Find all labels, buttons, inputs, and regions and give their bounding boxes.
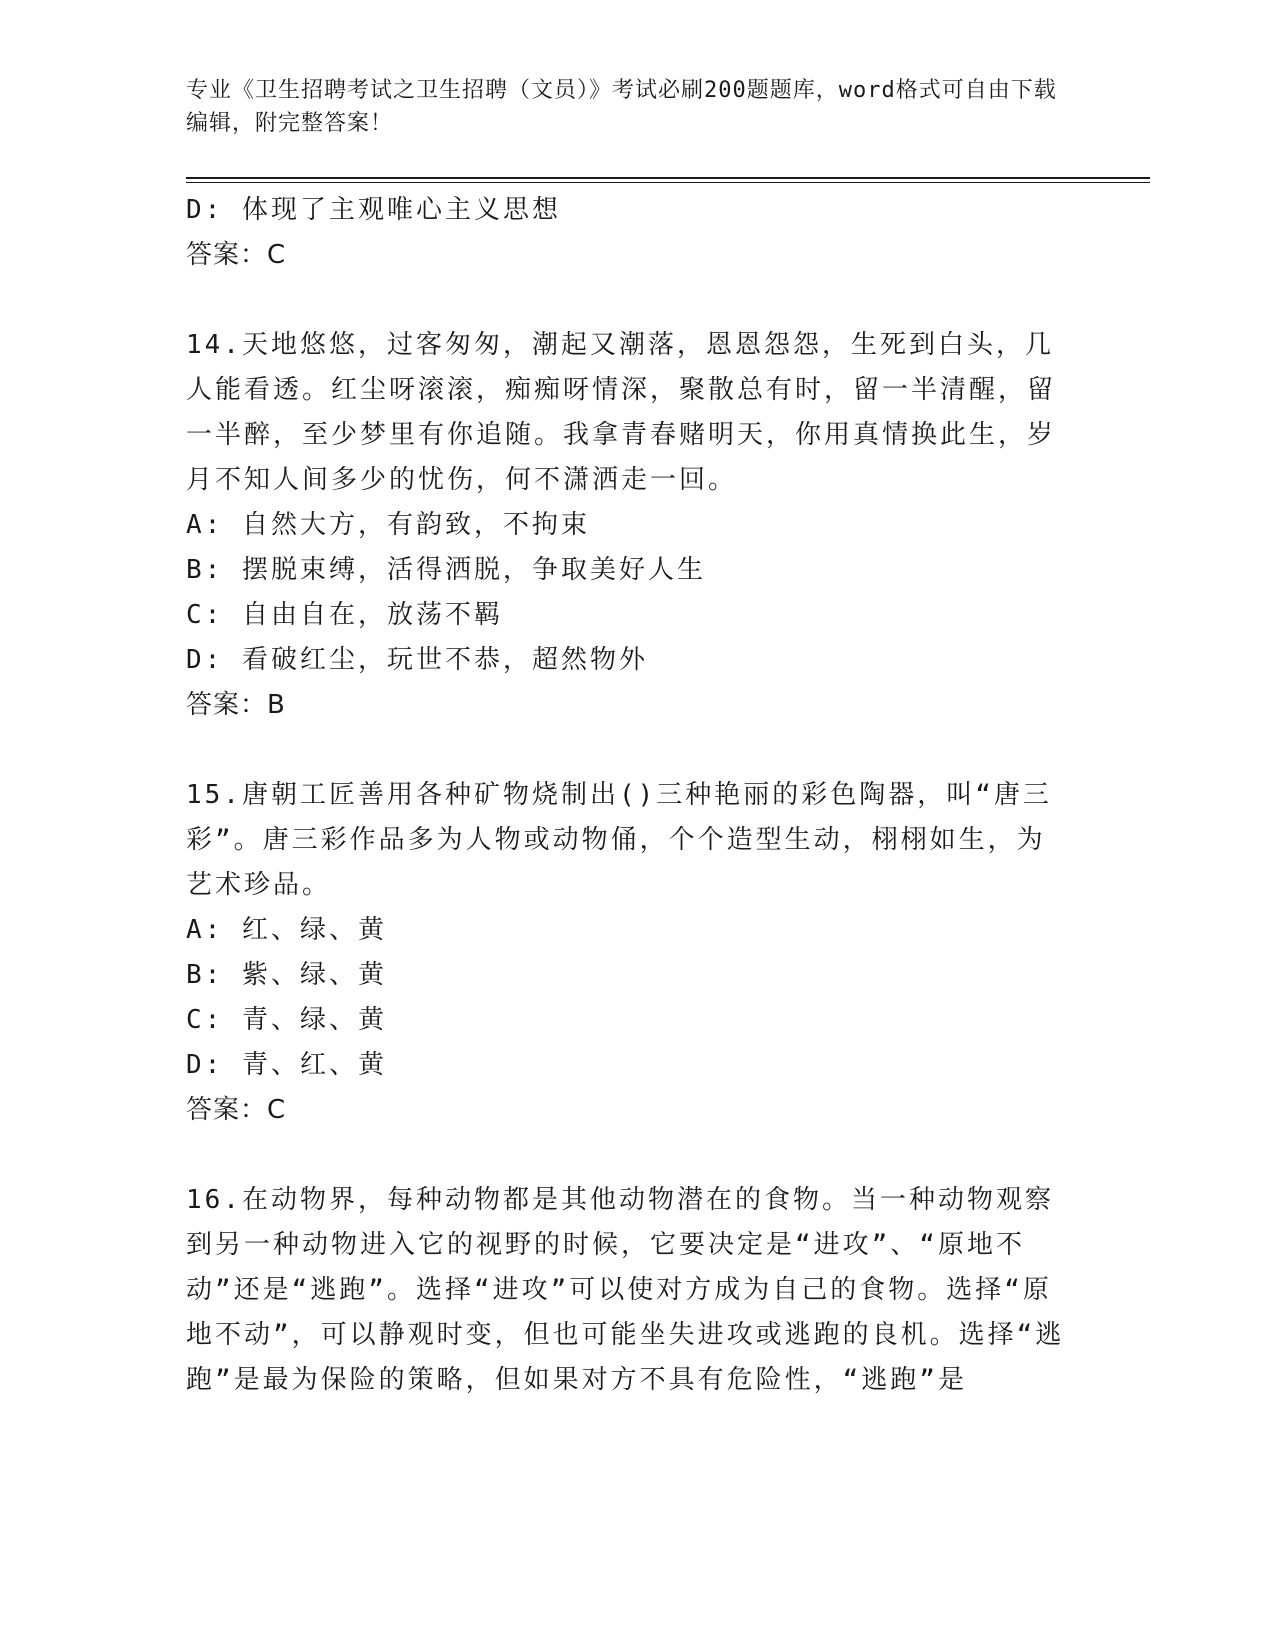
answer-line: 答案：B: [186, 690, 286, 720]
question-14-text: 14.天地悠悠，过客匆匆，潮起又潮落，恩恩怨怨，生死到白头，几人能看透。红尘呀滚滚，痴痴呀情深，聚散总有时，留一半清醒，留一半醉，至少梦里有你追随。我拿青春赌明天，你用真情换此生，岁月不知人间多少的忧伤，何不潇洒走一回。: [186, 330, 1057, 495]
option-c: C: 自由自在，放荡不羁: [186, 600, 503, 630]
spacer: [186, 1133, 1086, 1178]
option-a: A: 红、绿、黄: [186, 915, 387, 945]
header-divider-thick: [186, 177, 1150, 179]
answer-line: 答案：C: [186, 1095, 287, 1125]
header-divider-thin: [186, 182, 1150, 183]
option-d: D: 体现了主观唯心主义思想: [186, 195, 561, 225]
option-d: D: 青、红、黄: [186, 1050, 387, 1080]
option-b: B: 紫、绿、黄: [186, 960, 387, 990]
option-b: B: 摆脱束缚，活得洒脱，争取美好人生: [186, 555, 706, 585]
spacer: [186, 278, 1086, 323]
question-16-text: 16.在动物界，每种动物都是其他动物潜在的食物。当一种动物观察到另一种动物进入它的视野的时候，它要决定是“进攻”、“原地不动”还是“逃跑”。选择“进攻”可以使对方成为自己的食物。选择“原地不动”，可以静观时变，但也可能坐失进攻或逃跑的良机。选择“逃跑”是最为保险的策略，但如果对方不具有危险性，“逃跑”是: [186, 1185, 1065, 1395]
document-header: 专业《卫生招聘考试之卫生招聘（文员）》考试必刷200题题库，word格式可自由下载编辑，附完整答案！: [186, 78, 1057, 136]
question-content: [186, 188, 1086, 1403]
question-15-text: 15.唐朝工匠善用各种矿物烧制出()三种艳丽的彩色陶器，叫“唐三彩”。唐三彩作品多为人物或动物俑，个个造型生动，栩栩如生，为艺术珍品。: [186, 780, 1052, 900]
option-a: A: 自然大方，有韵致，不拘束: [186, 510, 590, 540]
option-c: C: 青、绿、黄: [186, 1005, 387, 1035]
spacer: [186, 728, 1086, 773]
answer-line: 答案：C: [186, 240, 287, 270]
option-d: D: 看破红尘，玩世不恭，超然物外: [186, 645, 648, 675]
